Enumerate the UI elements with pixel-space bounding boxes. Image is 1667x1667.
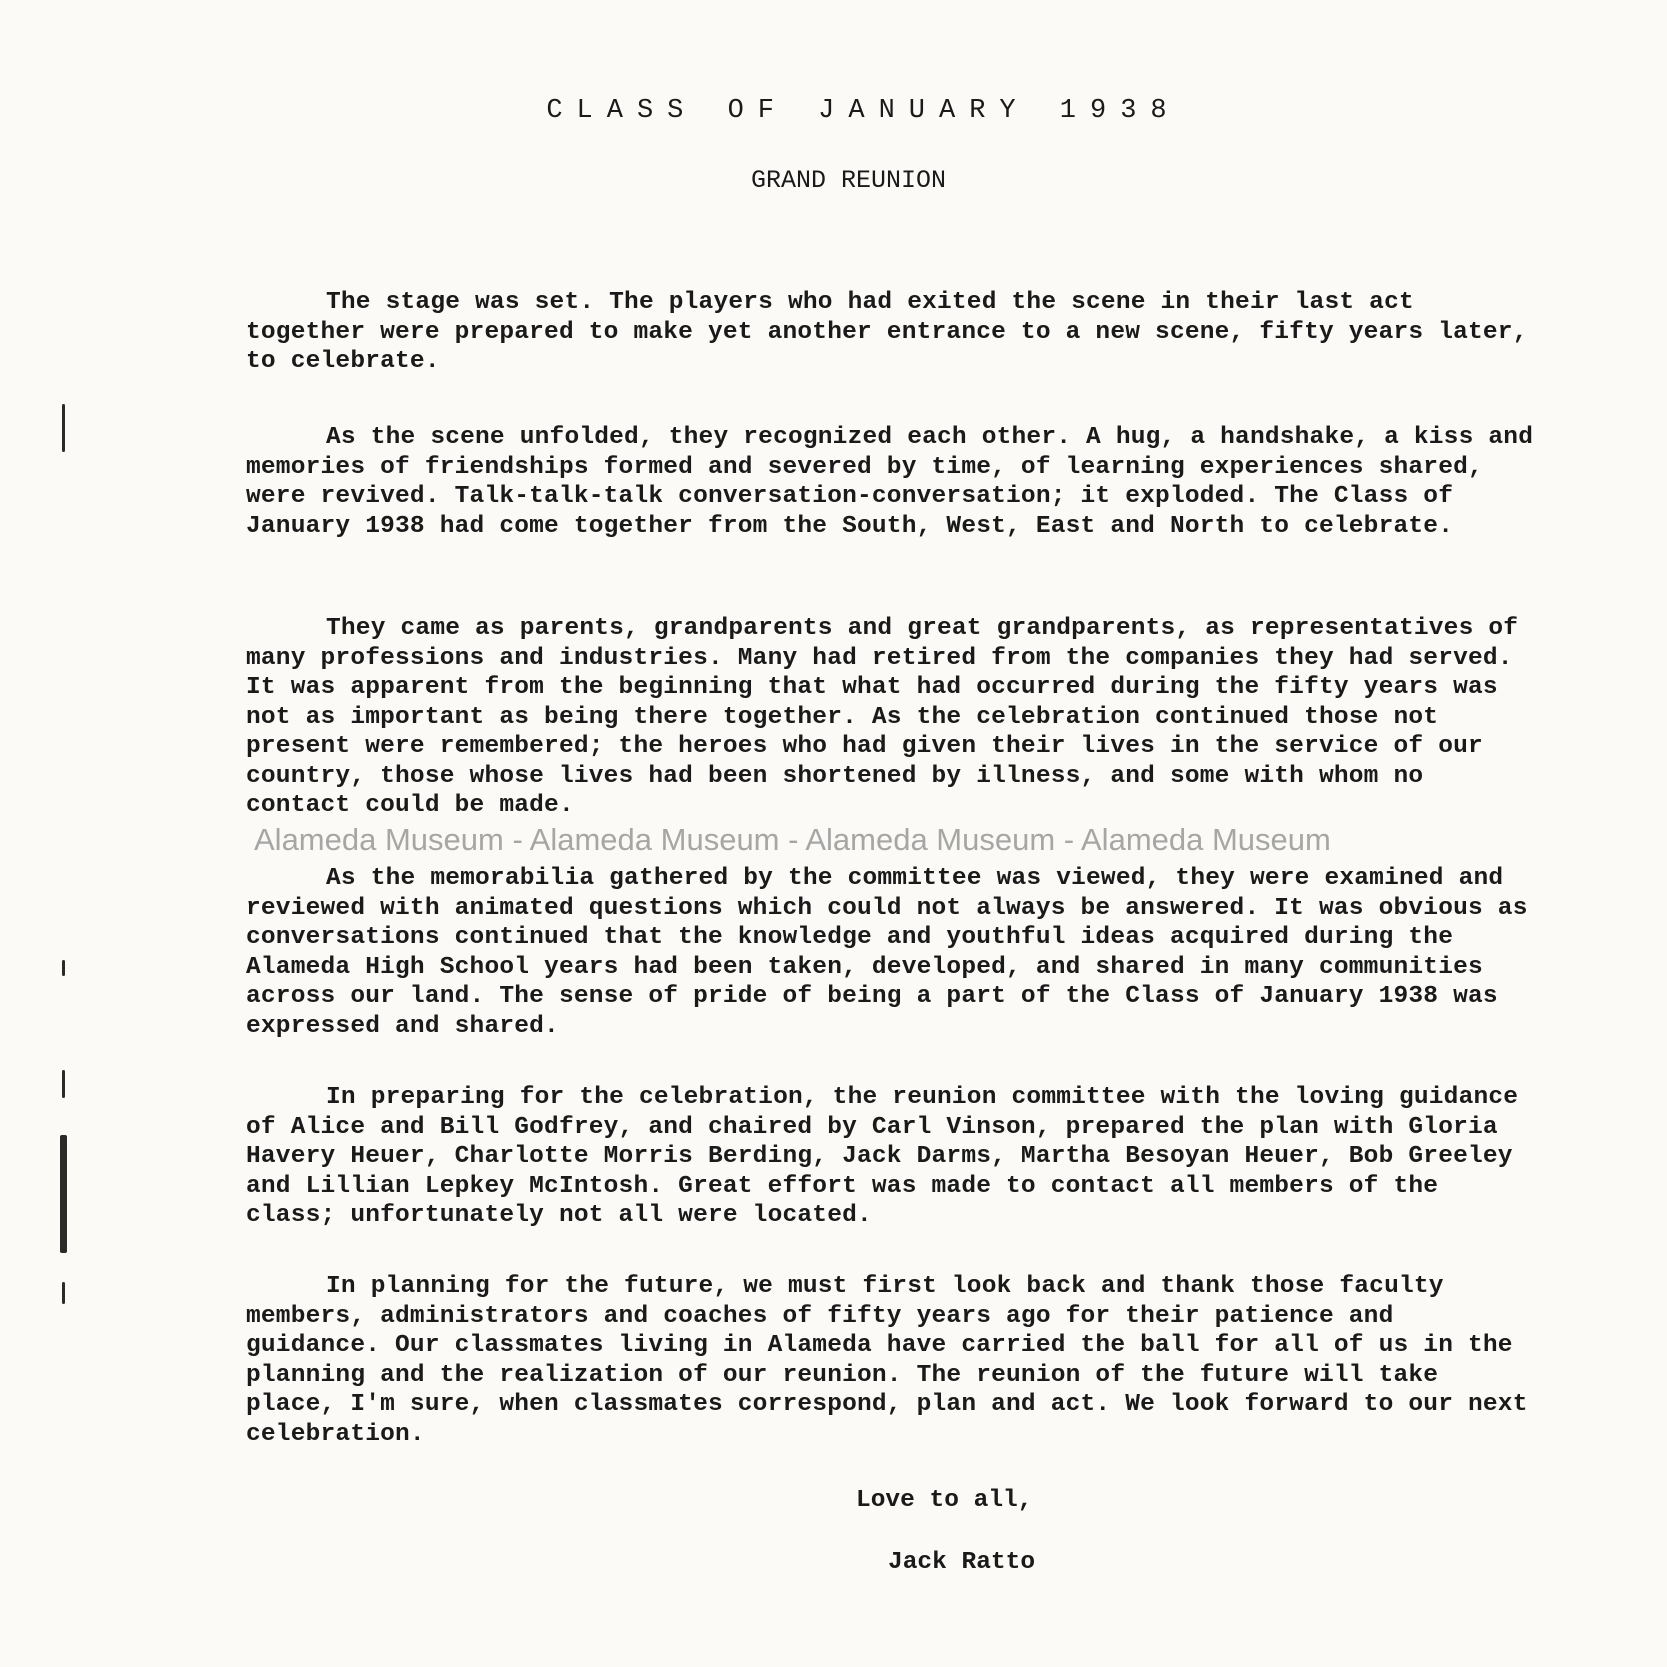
paragraph: In preparing for the celebration, the reunion committee with the loving guidance of Alice and Bill Godfrey, and chaired by Carl Vinson, prepared the plan with Gloria Havery Heuer, Charlotte Morris Berding, Jack Darms, Martha Besoyan Heuer, Bob Greeley and Lillian Lepkey McIntosh. Great effort was made to contact all members of the class; unfortunately not all were located.: [246, 1084, 1519, 1229]
closing-line: Love to all,: [856, 1487, 1033, 1514]
binding-mark: [62, 1070, 65, 1098]
binding-mark: [62, 1282, 65, 1304]
paragraph: As the memorabilia gathered by the committee was viewed, they were examined and reviewed with animated questions which could not always be answered. It was obvious as conversations continued that the knowledge and youthful ideas acquired during the Alameda High School years had been taken, developed, and shared in many communities across our land. The sense of pride of being a part of the Class of January 1938 was expressed and shared.: [246, 865, 1528, 1040]
paragraph: As the scene unfolded, they recognized each other. A hug, a handshake, a kiss and memories of friendships formed and severed by time, of learning experiences shared, were revived. Talk-talk-talk conversation-conversation; it exploded. The Class of January 1938 had come together from the South, West, East and North to celebrate.: [246, 424, 1534, 540]
binding-mark: [62, 960, 65, 976]
page-subtitle: GRAND REUNION: [750, 166, 947, 195]
page-title: CLASS OF JANUARY 1938: [546, 96, 1181, 126]
signature: Jack Ratto: [888, 1549, 1036, 1576]
binding-mark: [62, 404, 65, 452]
watermark: Alameda Museum - Alameda Museum - Alameda Museum - Alameda Museum: [254, 822, 1331, 857]
binding-mark: [60, 1135, 67, 1253]
paragraph: The stage was set. The players who had exited the scene in their last act together were prepared to make yet another entrance to a new scene, fifty years later, to celebrate.: [246, 289, 1528, 375]
paragraph: In planning for the future, we must first look back and thank those faculty members, administrators and coaches of fifty years ago for their patience and guidance. Our classmates living in Alameda have carried the ball for all of us in the planning and the realization of our reunion. The reunion of the future will take place, I'm sure, when classmates correspond, plan and act. We look forward to our next celebration.: [246, 1273, 1528, 1448]
paragraph: They came as parents, grandparents and great grandparents, as representatives of many professions and industries. Many had retired from the companies they had served. It was apparent from the beginning that what had occurred during the fifty years was not as important as being there together. As the celebration continued those not present were remembered; the heroes who had given their lives in the service of our country, those whose lives had been shortened by illness, and some with whom no contact could be made.: [246, 615, 1519, 819]
